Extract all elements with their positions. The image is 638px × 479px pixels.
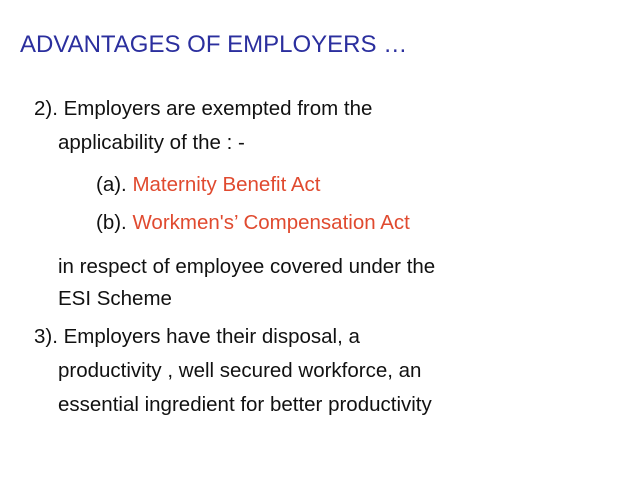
sub-item-b	[96, 210, 410, 236]
point-2-line-2: applicability of the : -	[58, 131, 245, 154]
point-3-line-1: 3). Employers have their disposal, a	[34, 325, 360, 348]
sub-item-b-text: Workmen's’ Compensation Act	[132, 211, 410, 234]
point-3-line-3: essential ingredient for better productivity	[58, 393, 432, 416]
point-3-line-2: productivity , well secured workforce, an	[58, 359, 422, 382]
point-2-line-4: ESI Scheme	[58, 287, 172, 310]
sub-item-b-prefix: (b).	[96, 211, 133, 234]
point-2-line-1: 2). Employers are exempted from the	[34, 97, 373, 120]
slide-title: ADVANTAGES OF EMPLOYERS …	[20, 31, 408, 58]
sub-item-a	[96, 172, 320, 198]
point-2-line-3: in respect of employee covered under the	[58, 255, 436, 278]
sub-item-a-prefix: (a).	[96, 173, 133, 196]
sub-item-a-text: Maternity Benefit Act	[132, 173, 321, 196]
